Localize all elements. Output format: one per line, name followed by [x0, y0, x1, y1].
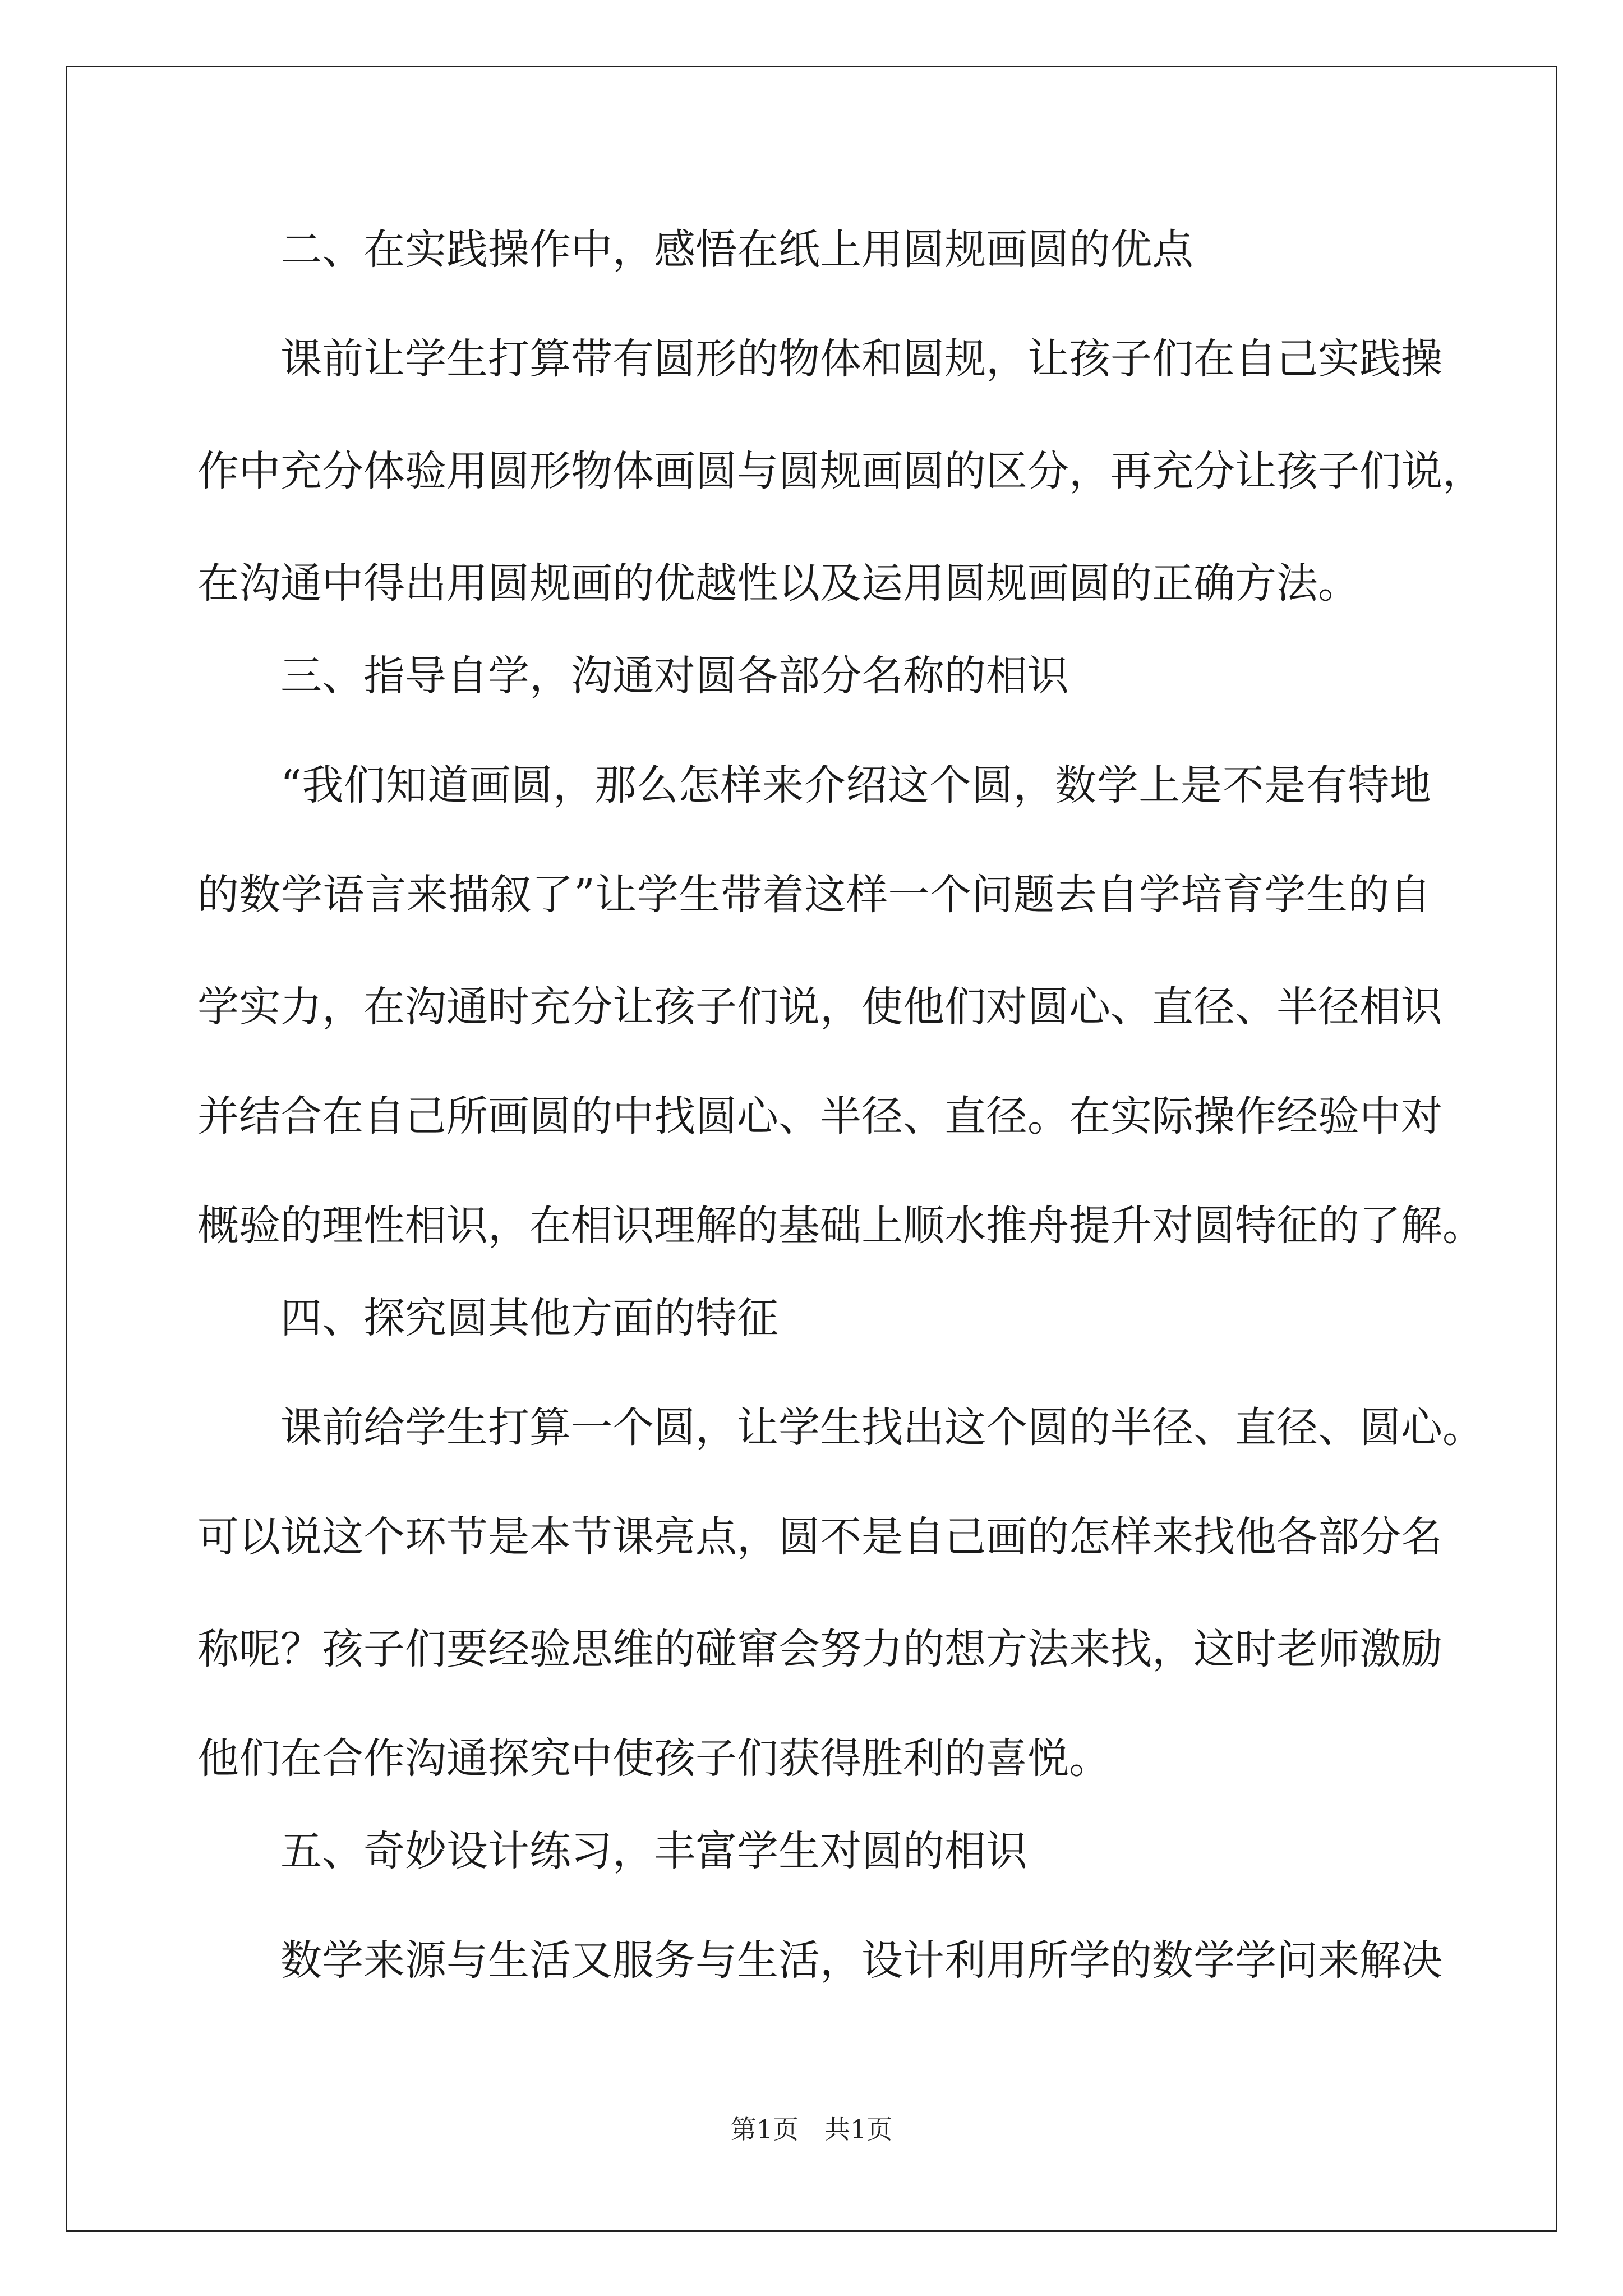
- page-border: [66, 66, 1557, 2232]
- section-heading: 五、奇妙设计练习，丰富学生对圆的相识: [280, 1827, 1027, 1875]
- paragraph-line: 称呢？孩子们要经验思维的碰窜会努力的想方法来找，这时老师激励: [197, 1625, 1442, 1673]
- paragraph-line: 在沟通中得出用圆规画的优越性以及运用圆规画圆的正确方法。: [197, 559, 1359, 608]
- paragraph-line: 可以说这个环节是本节课亮点，圆不是自己画的怎样来找他各部分名: [197, 1513, 1442, 1561]
- paragraph-line: 课前给学生打算一个圆，让学生找出这个圆的半径、直径、圆心。: [280, 1404, 1484, 1452]
- section-heading: 三、指导自学，沟通对圆各部分名称的相识: [280, 652, 1069, 700]
- section-heading: 四、探究圆其他方面的特征: [280, 1294, 778, 1342]
- paragraph-line: “我们知道画圆，那么怎样来介绍这个圆，数学上是不是有特地: [280, 761, 1431, 809]
- paragraph-line: 概验的理性相识，在相识理解的基础上顺水推舟提升对圆特征的了解。: [197, 1202, 1484, 1250]
- paragraph-line: 他们在合作沟通探究中使孩子们获得胜利的喜悦。: [197, 1734, 1110, 1783]
- page-footer: 第1页 共1页: [730, 2114, 893, 2145]
- paragraph-line: 学实力，在沟通时充分让孩子们说，使他们对圆心、直径、半径相识: [197, 983, 1442, 1031]
- paragraph-line: 作中充分体验用圆形物体画圆与圆规画圆的区分，再充分让孩子们说，: [197, 447, 1484, 495]
- paragraph-line: 数学来源与生活又服务与生活，设计利用所学的数学学问来解决: [280, 1936, 1442, 1985]
- paragraph-line: 的数学语言来描叙了”让学生带着这样一个问题去自学培育学生的自: [197, 871, 1431, 919]
- section-heading: 二、在实践操作中，感悟在纸上用圆规画圆的优点: [280, 226, 1193, 274]
- paragraph-line: 并结合在自己所画圆的中找圆心、半径、直径。在实际操作经验中对: [197, 1092, 1442, 1140]
- paragraph-line: 课前让学生打算带有圆形的物体和圆规，让孩子们在自己实践操: [280, 335, 1442, 383]
